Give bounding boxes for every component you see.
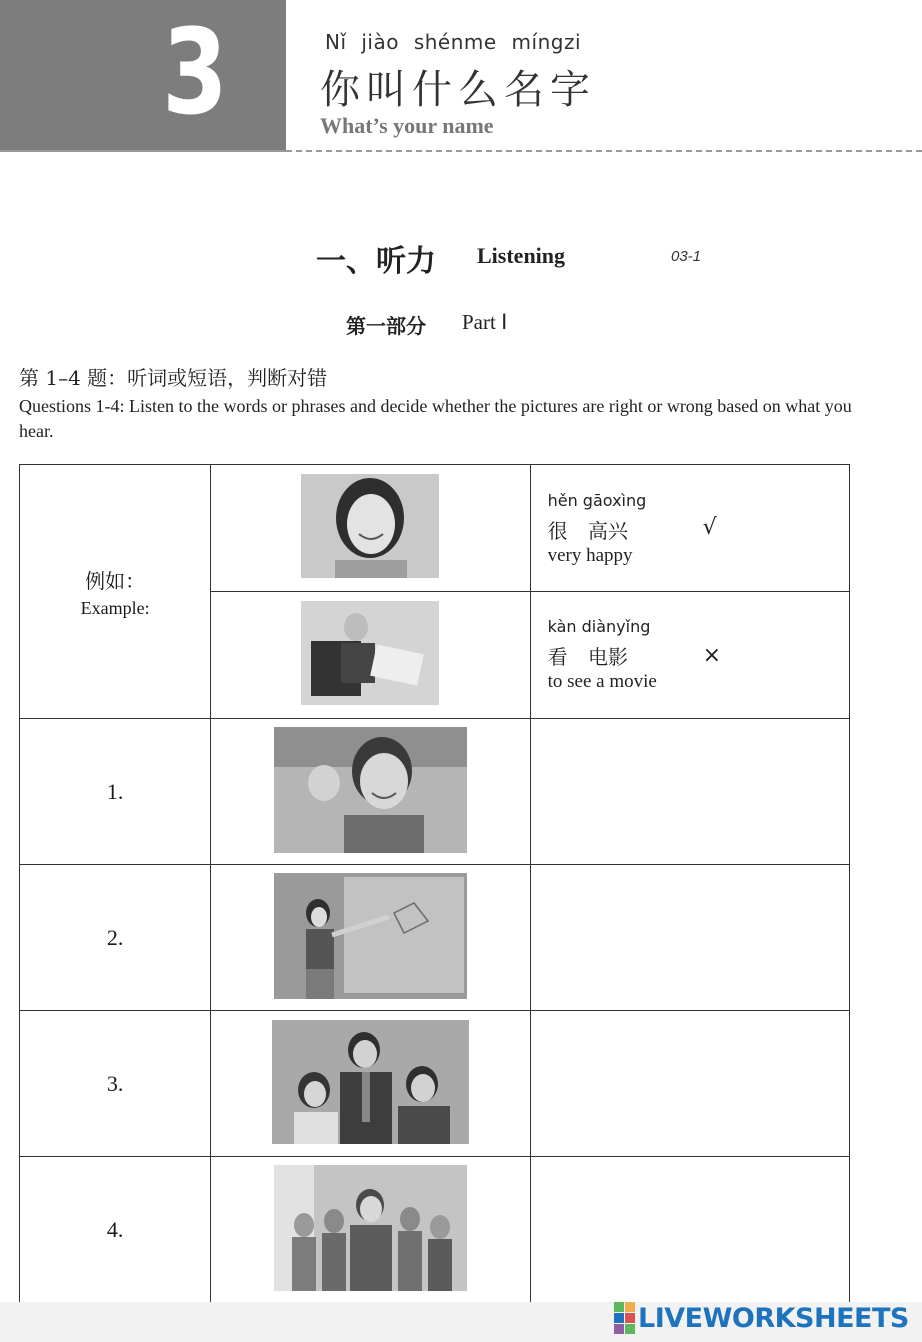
question-number-cell xyxy=(20,719,211,865)
logo-cube xyxy=(614,1313,624,1323)
question-photo-cell xyxy=(211,865,530,1011)
logo-cube xyxy=(625,1324,635,1334)
audio-track-label[interactable]: 03-1 xyxy=(671,248,702,265)
question-number: 2. xyxy=(106,924,124,950)
question-number-cell xyxy=(20,865,211,1011)
example-label-cell xyxy=(20,465,211,719)
header-rule xyxy=(0,150,286,152)
man-reading-photo xyxy=(301,601,439,705)
example-label-chinese: 例如： xyxy=(85,568,146,593)
example-photo-cell-2 xyxy=(211,592,530,719)
question-number: 3. xyxy=(106,1070,124,1096)
example-label-english: Example: xyxy=(80,597,150,618)
lesson-title-chinese: 你叫什么名字 xyxy=(320,67,596,113)
question-row xyxy=(20,865,850,1011)
teacher-whiteboard-photo xyxy=(274,873,467,999)
example-1-gloss: very happy xyxy=(547,545,633,566)
question-photo-cell xyxy=(211,719,530,865)
logo-cube xyxy=(614,1302,624,1312)
example-2-gloss: to see a movie xyxy=(547,671,657,692)
example-1-check-mark: √ xyxy=(702,515,717,540)
part-title-english: Part Ⅰ xyxy=(462,310,508,334)
question-row xyxy=(20,1157,850,1303)
logo-cube xyxy=(625,1313,635,1323)
question-number-cell xyxy=(20,1011,211,1157)
question-row xyxy=(20,719,850,865)
question-number-cell xyxy=(20,1157,211,1303)
group-students-photo xyxy=(274,1165,467,1291)
part-title-chinese: 第一部分 xyxy=(346,314,426,338)
lesson-title-english: What’s your name xyxy=(320,113,494,138)
group-three-people-photo xyxy=(272,1020,469,1144)
example-2-pinyin: kàn diànyǐng xyxy=(547,617,651,636)
liveworksheets-brand: LIVEWORKSHEETS xyxy=(638,1302,909,1334)
question-instruction-chinese: 第 1–4 题：听词或短语，判断对错 xyxy=(19,366,328,390)
example-1-hanzi: 很 高兴 xyxy=(547,519,628,543)
example-1-pinyin: hěn gāoxìng xyxy=(547,491,647,510)
example-2-hanzi: 看 电影 xyxy=(547,645,628,669)
answer-cell[interactable] xyxy=(530,719,849,865)
question-number: 4. xyxy=(106,1216,124,1242)
section-title-english: Listening xyxy=(477,243,566,268)
boy-classroom-photo xyxy=(274,727,467,853)
answer-cell[interactable] xyxy=(530,865,849,1011)
lesson-number-block xyxy=(0,0,286,152)
example-answer-cell-2 xyxy=(530,592,849,719)
lesson-title-pinyin: Nǐ jiào shénme míngzi xyxy=(325,30,582,54)
section-title-chinese: 一、听力 xyxy=(316,244,436,279)
question-row xyxy=(20,1011,850,1157)
answer-cell[interactable] xyxy=(530,1011,849,1157)
question-photo-cell xyxy=(211,1011,530,1157)
question-instruction-english: Questions 1-4: Listen to the words or phrases and decide whether the pictures are right or wrong based on what you hear. xyxy=(19,396,852,441)
header-dashed-divider xyxy=(286,150,922,152)
liveworksheets-cubes-icon xyxy=(614,1302,635,1334)
listening-table xyxy=(19,464,850,1303)
question-number: 1. xyxy=(106,778,124,804)
liveworksheets-logo[interactable] xyxy=(614,1302,909,1334)
lesson-number: 3 xyxy=(162,3,228,141)
logo-cube xyxy=(625,1302,635,1312)
example-photo-cell xyxy=(211,465,530,592)
question-photo-cell xyxy=(211,1157,530,1303)
logo-cube xyxy=(614,1324,624,1334)
answer-cell[interactable] xyxy=(530,1157,849,1303)
example-row xyxy=(20,465,850,592)
example-2-cross-mark: × xyxy=(702,643,722,668)
example-answer-cell xyxy=(530,465,849,592)
smiling-girl-photo xyxy=(301,474,439,578)
